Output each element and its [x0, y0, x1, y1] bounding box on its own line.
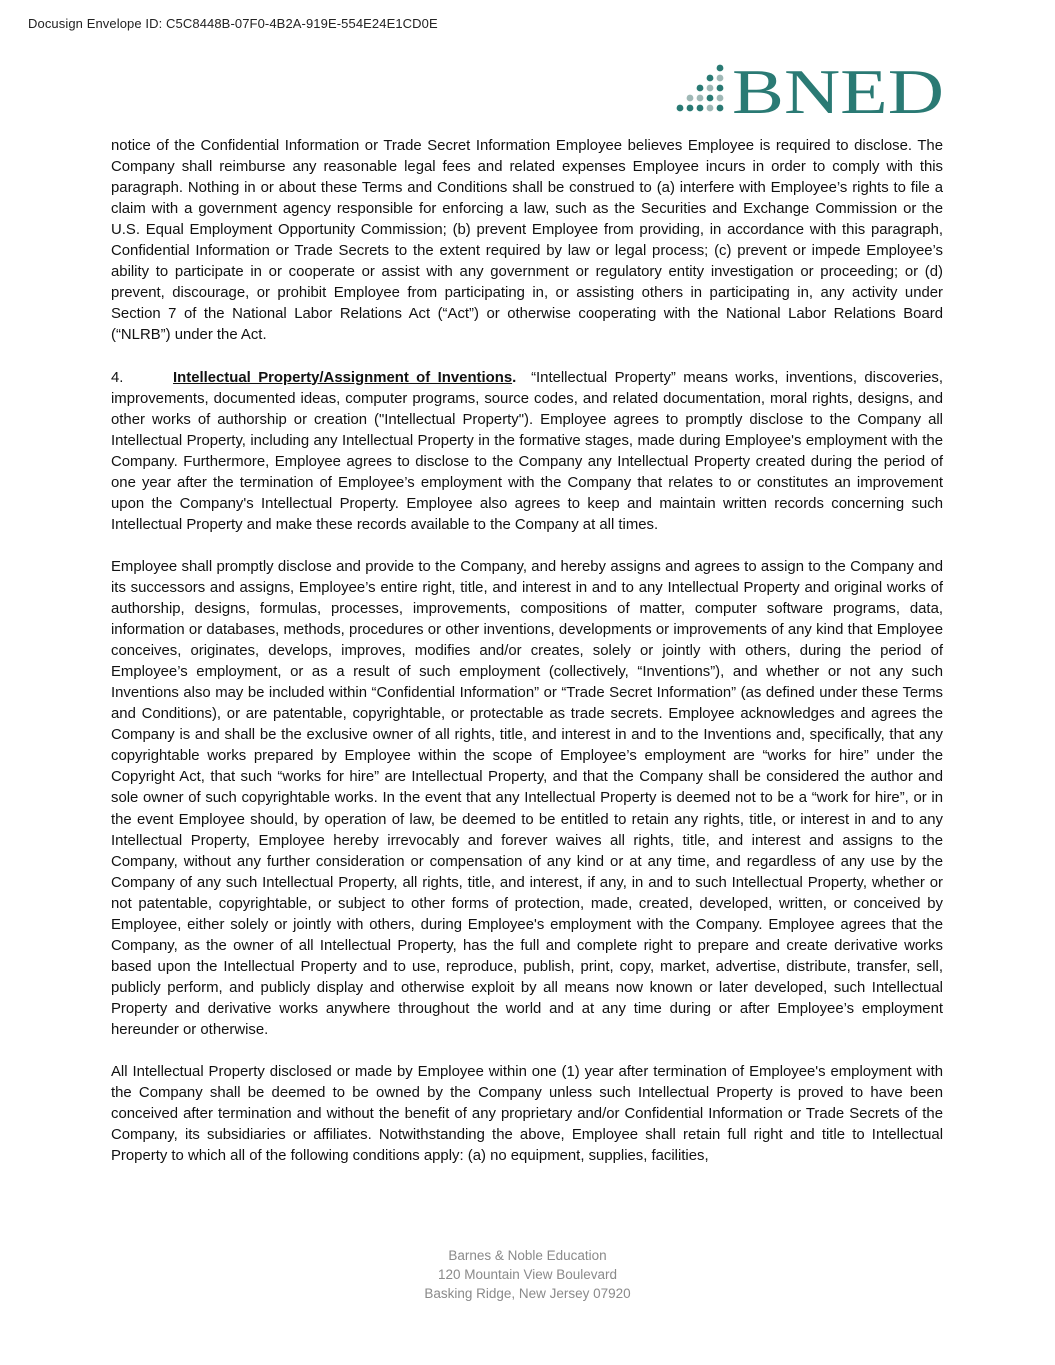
paragraph-assignment-of-inventions: Employee shall promptly disclose and provide to the Company, and hereby assigns and agrees to assign to the Company and its successors and assigns, Employee’s entire right, title, and interest in and to any Intellectual Property and original works of authorship, designs, formulas, processes, improvements, compositions of matter, computer software programs, data, information or databases, methods, procedures or other inventions, developments or improvements of any kind that Employee conceives, originates, develops, improves, modifies and/or creates, solely or jointly with others, during the period of Employee’s employment, or as a result of such employment (collectively, “Inventions”), and whether or not any such Inventions also may be included within “Confidential Information” or “Trade Secret Information” (as defined under these Terms and Conditions), or are patentable, copyrightable, or protectable as trade secrets. Employee acknowledges and agrees the Company is and shall be the exclusive owner of all rights, title, and interest in and to the Inventions and, specifically, that any copyrightable works prepared by Employee within the scope of Employee’s employment are “works for hire” under the Copyright Act, that such “works for hire” are Intellectual Property, and that the Company shall be considered the author and sole owner of such copyrightable works. In the event that any Intellectual Property is deemed not to be a “work for hire”, or in the event Employee should, by operation of law, be deemed to be entitled to retain any rights, title, or interest in and to any Intellectual Property, Employee hereby irrevocably and forever waives all rights, title, and interest and assigns to the Company, without any further consideration or compensation of any kind or at any time, and regardless of any use by the Company of any such Intellectual Property, all rights, title, and interest, if any, in and to such Intellectual Property, whether or not patentable, copyrightable, or subject to other forms of protection, made, created, developed, written, or conceived by Employee, either solely or jointly with others, during Employee's employment with the Company. Employee agrees that the Company, as the owner of all Intellectual Property, has the full and complete right to prepare and create derivative works based upon the Intellectual Property and to use, reproduce, publish, print, copy, market, advertise, distribute, transfer, sell, publicly perform, and publicly display and otherwise exploit by all means now known or later developed, such Intellectual Property and derivative works anywhere throughout the world and at any time during or after Employee’s employment hereunder or otherwise.	[111, 558, 943, 1038]
document-body	[111, 136, 943, 1188]
footer-city-state-zip: Basking Ridge, New Jersey 07920	[424, 1286, 631, 1301]
footer-company-name: Barnes & Noble Education	[448, 1248, 607, 1263]
docusign-envelope-id: Docusign Envelope ID: C5C8448B-07F0-4B2A-919E-554E24E1CD0E	[28, 16, 438, 31]
section-4-text: “Intellectual Property” means works, inventions, discoveries, improvements, documented ideas, computer programs, source codes, and related documentation, moral rights, designs, and other works of authorship or creation ("Intellectual Property"). Employee agrees to promptly disclose to the Company all Intellectual Property, including any Intellectual Property in the formative stages, made during Employee's employment with the Company. Furthermore, Employee agrees to disclose to the Company any Intellectual Property created during the period of one year after the termination of Employee’s employment with the Company that relates to or constitutes an improvement upon the Company's Intellectual Property. Employee also agrees to keep and maintain written records concerning such Intellectual Property and make these records available to the Company at all times.	[111, 369, 943, 533]
logo-wordmark: BNED	[732, 60, 944, 116]
paragraph-confidential-notice: notice of the Confidential Information or Trade Secret Information Employee believes Employee is required to disclose. The Company shall reimburse any reasonable legal fees and related expenses Employee incurs in order to comply with this paragraph. Nothing in or about these Terms and Conditions shall be construed to (a) interfere with Employee’s rights to file a claim with a government agency responsible for enforcing a law, such as the Securities and Exchange Commission or the U.S. Equal Employment Opportunity Commission; (b) prevent Employee from providing, in accordance with this paragraph, Confidential Information or Trade Secrets to the extent required by law or legal process; (c) prevent or impede Employee’s ability to participate in or cooperate or assist with any government or regulatory entity investigation or proceeding; or (d) prevent, discourage, or prohibit Employee from participating in, or assisting others in participating in, any activity under Section 7 of the National Labor Relations Act (“Act”) or otherwise cooperating with the National Labor Relations Board (“NLRB”) under the Act.	[111, 138, 943, 344]
footer-street-address: 120 Mountain View Boulevard	[437, 1267, 618, 1282]
page-footer	[0, 1246, 1055, 1303]
paragraph-post-termination: All Intellectual Property disclosed or made by Employee within one (1) year after termination of Employee's employment with the Company shall be deemed to be owned by the Company unless such Intellectual Property is proved to have been conceived after termination and without the benefit of any proprietary and/or Confidential Information or Trade Secrets of the Company, its subsidiaries or affiliates. Notwithstanding the above, Employee shall retain full right and title to Intellectual Property to which all of the following conditions apply: (a) no equipment, supplies, facilities,	[111, 1064, 943, 1165]
bned-logo	[674, 60, 946, 116]
section-4-paragraph	[111, 368, 943, 536]
logo-dots-icon	[677, 65, 724, 112]
section-title-period: .	[512, 369, 517, 386]
section-title: Intellectual Property/Assignment of Inventions	[173, 369, 513, 386]
section-number: 4.	[111, 369, 124, 386]
